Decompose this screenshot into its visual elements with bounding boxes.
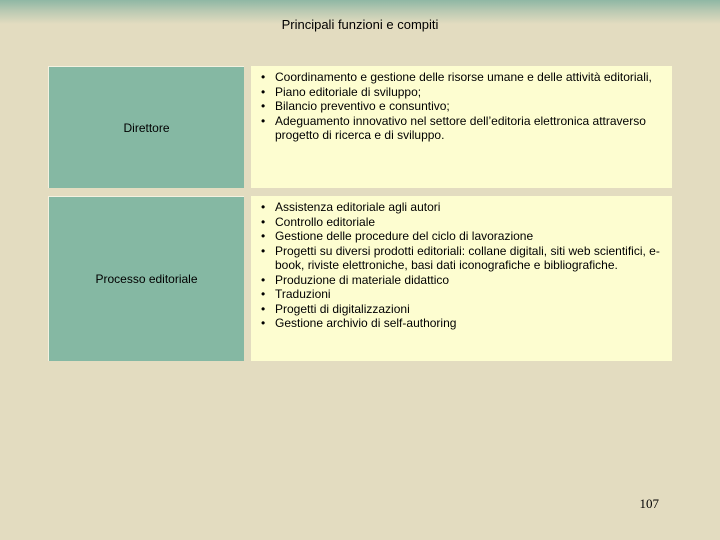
bullet-icon: • (261, 113, 266, 128)
bullet-icon: • (261, 70, 266, 84)
row-content-cell (251, 196, 672, 361)
page-title: Principali funzioni e compiti (281, 17, 439, 32)
task-list (261, 200, 661, 331)
list-item (261, 316, 661, 331)
bullet-icon: • (261, 229, 266, 243)
row-label: Direttore (123, 120, 170, 135)
page-number: 107 (639, 496, 659, 511)
list-item (261, 287, 661, 302)
list-item-text: Progetti su diversi prodotti editoriali: collane digitali, siti web scientifici, e-book, riviste elettroniche, basi dati iconografiche e bibliografiche. (275, 243, 660, 272)
list-item (261, 302, 661, 317)
list-item-text: Assistenza editoriale agli autori (275, 200, 441, 214)
list-item-text: Produzione di materiale didattico (275, 272, 450, 287)
table-row-processo-editoriale (48, 196, 672, 361)
list-item (261, 273, 661, 288)
list-item-text: Piano editoriale di sviluppo; (275, 84, 422, 99)
list-item (261, 114, 661, 143)
bullet-icon: • (261, 200, 266, 214)
bullet-icon: • (261, 301, 266, 316)
bullet-icon: • (261, 272, 266, 287)
row-label-cell (48, 66, 244, 188)
bullet-icon: • (261, 99, 266, 113)
bullet-icon: • (261, 243, 266, 258)
list-item (261, 229, 661, 244)
list-item-text: Traduzioni (275, 287, 331, 301)
list-item (261, 85, 661, 100)
bullet-icon: • (261, 214, 266, 229)
list-item-text: Gestione archivio di self-authoring (275, 316, 457, 330)
list-item-text: Bilancio preventivo e consuntivo; (275, 99, 450, 113)
list-item (261, 200, 661, 215)
bullet-icon: • (261, 287, 266, 301)
bullet-icon: • (261, 316, 266, 330)
list-item (261, 244, 661, 273)
list-item (261, 70, 661, 85)
list-item (261, 99, 661, 114)
bullet-icon: • (261, 84, 266, 99)
row-content-cell (251, 66, 672, 188)
list-item-text: Adeguamento innovativo nel settore dell’editoria elettronica attraverso progetto di ricerca e di sviluppo. (275, 113, 646, 142)
list-item-text: Gestione delle procedure del ciclo di lavorazione (275, 229, 534, 243)
row-label-cell (48, 196, 244, 361)
list-item-text: Progetti di digitalizzazioni (275, 301, 410, 316)
row-label: Processo editoriale (95, 272, 198, 286)
list-item-text: Coordinamento e gestione delle risorse umane e delle attività editoriali, (275, 70, 652, 84)
list-item (261, 215, 661, 230)
list-item-text: Controllo editoriale (275, 214, 376, 229)
table-row-direttore (48, 66, 672, 188)
task-list (261, 70, 661, 143)
